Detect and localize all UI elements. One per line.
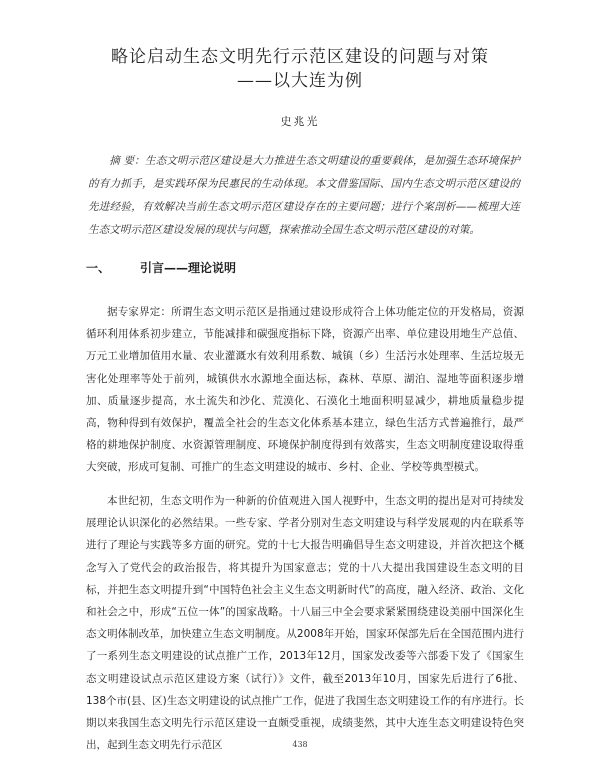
section-number: 一、 (86, 261, 111, 275)
paper-title: 略论启动生态文明先行示范区建设的问题与对策 (111, 47, 489, 67)
abstract-block (88, 150, 520, 242)
page-number: 438 (292, 740, 308, 749)
section-title: 引言——理论说明 (140, 261, 237, 275)
section-heading (86, 259, 236, 276)
abstract-label: 摘 要： (109, 155, 145, 167)
paper-subtitle: ——以大连为例 (237, 71, 363, 91)
author-name: 史兆光 (280, 115, 320, 128)
body-paragraph-2: 本世纪初，生态文明作为一种新的价值观进入国人视野中，生态文明的提出是对可持续发展理论认识深化的必然结果。一些专家、学者分别对生态文明建设与科学发展观的内在联系等进行了理论与实践等多方面的研究。党的十七大报告明确倡导生态文明建设，并首次把这个概念写入了党代会的政治报告，将其提升为国家意志；党的十八大提出我国建设生态文明的目标，并把生态文明提升到“中国特色社会主义生态文明新时代”的高度，融入经济、政治、文化和社会之中，形成“五位一体”的国家战略。十八届三中全会要求紧紧围绕建设美丽中国深化生态文明体制改革，加快建立生态文明制度。从2008年开始，国家环保部先后在全国范围内进行了一系列生态文明建设的试点推广工作，2013年12月，国家发改委等六部委下发了《国家生态文明建设试点示范区建设方案（试行）》文件，截至2013年10月，国家先后进行了6批、138个市(县、区)生态文明建设的试点推广工作，促进了我国生态文明建设工作的有序进行。长期以来我国生态文明先行示范区建设一直颇受重视，成绩斐然，其中大连生态文明建设特色突出，起到生态文明先行示范区 (86, 495, 524, 752)
body-paragraph-1: 据专家界定：所谓生态文明示范区是指通过建设形成符合上体功能定位的开发格局，资源循环利用体系初步建立，节能减排和碳强度指标下降，资源产出率、单位建设用地生产总值、万元工业增加值用水量、农业灌溉水有效利用系数、城镇（乡）生活污水处理率、生活垃圾无害化处理率等处于前列，城镇供水水源地全面达标，森林、草原、湖泊、湿地等面积逐步增加、质量逐步提高，水土流失和沙化、荒漠化、石漠化土地面积明显减少，耕地质量稳步提高，物种得到有效保护，覆盖全社会的生态文化体系基本建立，绿色生活方式普遍推行，最严格的耕地保护制度、水资源管理制度、环境保护制度得到有效落实，生态文明制度建设取得重大突破，形成可复制、可推广的生态文明建设的城市、乡村、企业、学校等典型模式。 (86, 306, 524, 474)
abstract-text: 生态文明示范区建设是大力推进生态文明建设的重要载体，是加强生态环境保护的有力抓手，是实践环保为民惠民的生动体现。本文借鉴国际、国内生态文明示范区建设的先进经验，有效解决当前生态文明示范区建设存在的主要问题；进行个案剖析——梳理大连生态文明示范区建设发展的现状与问题，探索推动全国生态文明示范区建设的对策。 (88, 155, 520, 236)
